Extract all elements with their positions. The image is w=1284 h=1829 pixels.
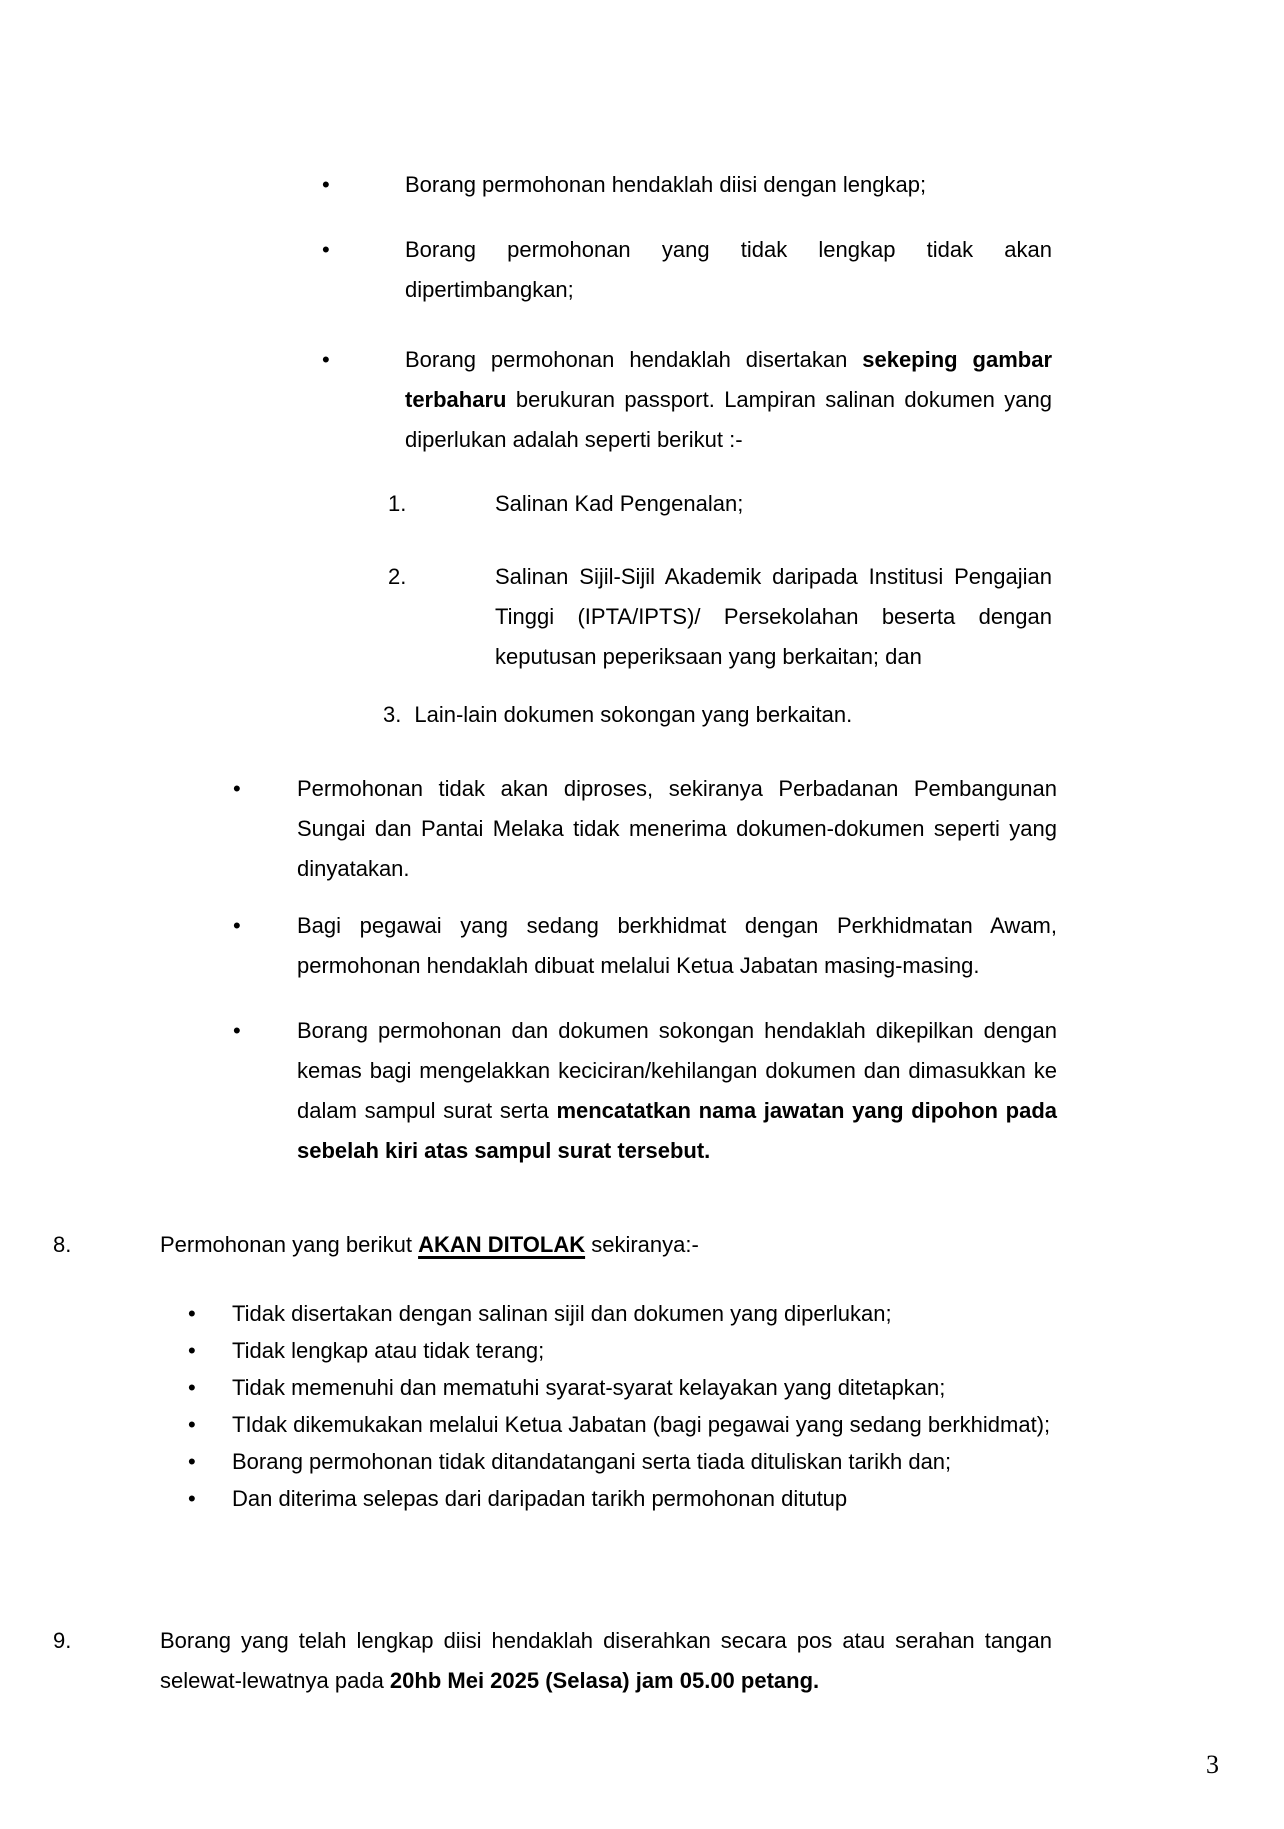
list-item-text: Tidak memenuhi dan mematuhi syarat-syarat kelayakan yang ditetapkan; [232,1375,946,1400]
numbered-item-9 [53,1621,1052,1701]
page-number: 3 [1206,1750,1219,1779]
bullet-icon: • [188,1412,196,1437]
bullet-icon: • [322,237,330,262]
list-item-text: Borang permohonan hendaklah diisi dengan lengkap; [405,172,927,197]
list-item-text: Tidak lengkap atau tidak terang; [232,1338,545,1363]
bullet-icon: • [188,1338,196,1363]
item-text: Borang yang telah lengkap diisi hendaklah diserahkan secara pos atau serahan tangan selewat-lewatnya pada 20hb Mei 2025 (Selasa) jam 05.00 petang. [160,1628,1052,1693]
list-item [383,695,1052,735]
list-item [322,340,1052,460]
list-item [188,1480,1055,1517]
list-item-text: Salinan Kad Pengenalan; [495,491,744,516]
bullet-icon: • [322,172,330,197]
list-item [322,165,1052,205]
item-number: 3. [383,702,402,727]
item-text: Permohonan yang berikut AKAN DITOLAK sekiranya:- [160,1232,699,1257]
list-item-text: Borang permohonan yang tidak lengkap tidak akan dipertimbangkan; [405,237,1052,302]
list-item [388,484,1052,524]
item-number: 1. [388,491,407,516]
item-number: 8. [53,1232,72,1257]
list-item-text: Permohonan tidak akan diproses, sekiranya Perbadanan Pembangunan Sungai dan Pantai Melaka tidak menerima dokumen-dokumen seperti yang dinyatakan. [297,776,1057,881]
list-item-text: Lain-lain dokumen sokongan yang berkaitan. [414,702,853,727]
list-item-text: Tidak disertakan dengan salinan sijil dan dokumen yang diperlukan; [232,1301,892,1326]
list-item [188,1406,1055,1443]
item-number: 9. [53,1628,72,1653]
bullet-icon: • [188,1486,196,1511]
list-item [188,1295,1055,1332]
list-item-text: Bagi pegawai yang sedang berkhidmat dengan Perkhidmatan Awam, permohonan hendaklah dibuat melalui Ketua Jabatan masing-masing. [297,913,1057,978]
list-item-text: Dan diterima selepas dari daripadan tarikh permohonan ditutup [232,1486,848,1511]
list-item-text: Salinan Sijil-Sijil Akademik daripada Institusi Pengajian Tinggi (IPTA/IPTS)/ Persekolahan beserta dengan keputusan peperiksaan yang berkaitan; dan [495,564,1052,669]
list-item [388,557,1052,677]
rejection-bullet-list [188,1295,1055,1517]
list-item-text: TIdak dikemukakan melalui Ketua Jabatan (bagi pegawai yang sedang berkhidmat); [232,1412,1051,1437]
list-item-text: Borang permohonan tidak ditandatangani serta tiada dituliskan tarikh dan; [232,1449,952,1474]
bullet-icon: • [233,913,241,938]
list-item-text: Borang permohonan hendaklah disertakan sekeping gambar terbaharu berukuran passport. Lampiran salinan dokumen yang diperlukan adalah seperti berikut :- [405,347,1053,452]
bullet-icon: • [322,347,330,372]
list-item [233,769,1057,889]
bullet-icon: • [233,1018,241,1043]
bullet-icon: • [188,1301,196,1326]
list-item [322,230,1052,310]
list-item [233,906,1057,986]
list-item [188,1443,1055,1480]
list-item-text: Borang permohonan dan dokumen sokongan hendaklah dikepilkan dengan kemas bagi mengelakkan keciciran/kehilangan dokumen dan dimasukkan ke dalam sampul surat serta mencatatkan nama jawatan yang dipohon pada sebelah kiri atas sampul surat tersebut. [297,1018,1058,1163]
item-number: 2. [388,564,407,589]
bullet-icon: • [188,1449,196,1474]
list-item [188,1332,1055,1369]
numbered-item-8 [53,1225,1052,1265]
bullet-icon: • [233,776,241,801]
list-item [188,1369,1055,1406]
list-item [233,1011,1057,1171]
bullet-icon: • [188,1375,196,1400]
